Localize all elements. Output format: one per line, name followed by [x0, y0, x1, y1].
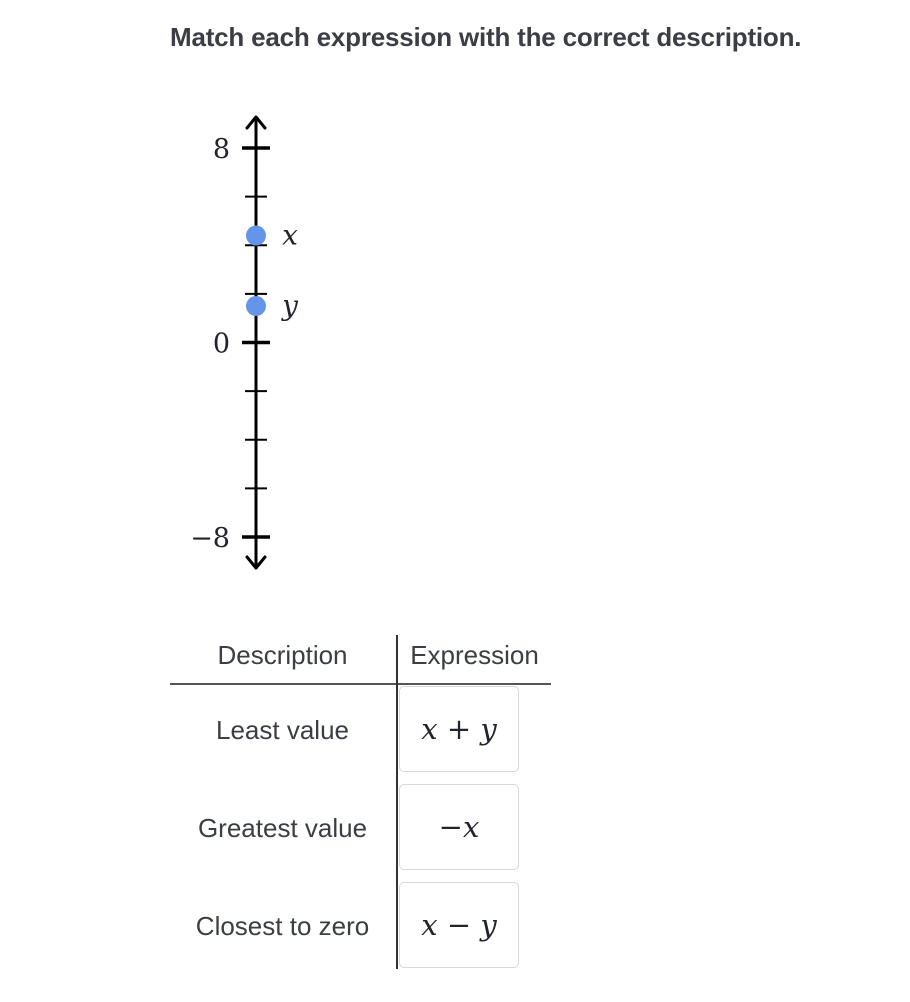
point-y [246, 296, 266, 316]
expression-tile-negative-x[interactable] [399, 784, 519, 870]
expression-text: x − y [421, 908, 497, 942]
point-label-y: y [282, 289, 298, 323]
column-divider [396, 635, 398, 969]
expression-text: −x [438, 810, 480, 844]
tick-label: −8 [190, 523, 230, 554]
tick-label: 0 [212, 328, 230, 360]
point-label-x: x [282, 218, 298, 252]
expression-tile-x-minus-y[interactable] [399, 882, 519, 968]
description-closest-to-zero: Closest to zero [195, 911, 370, 941]
point-x [246, 226, 266, 246]
description-least-value: Least value [216, 715, 349, 745]
question-prompt: Match each expression with the correct description. [170, 22, 802, 52]
expression-tile-x-plus-y[interactable] [399, 686, 519, 772]
header-description: Description [217, 640, 348, 670]
description-greatest-value: Greatest value [197, 813, 368, 843]
header-divider [170, 683, 551, 685]
tick-label: 8 [212, 134, 230, 165]
expression-text: x + y [421, 712, 497, 746]
header-expression: Expression [410, 640, 539, 670]
number-line [170, 100, 350, 580]
